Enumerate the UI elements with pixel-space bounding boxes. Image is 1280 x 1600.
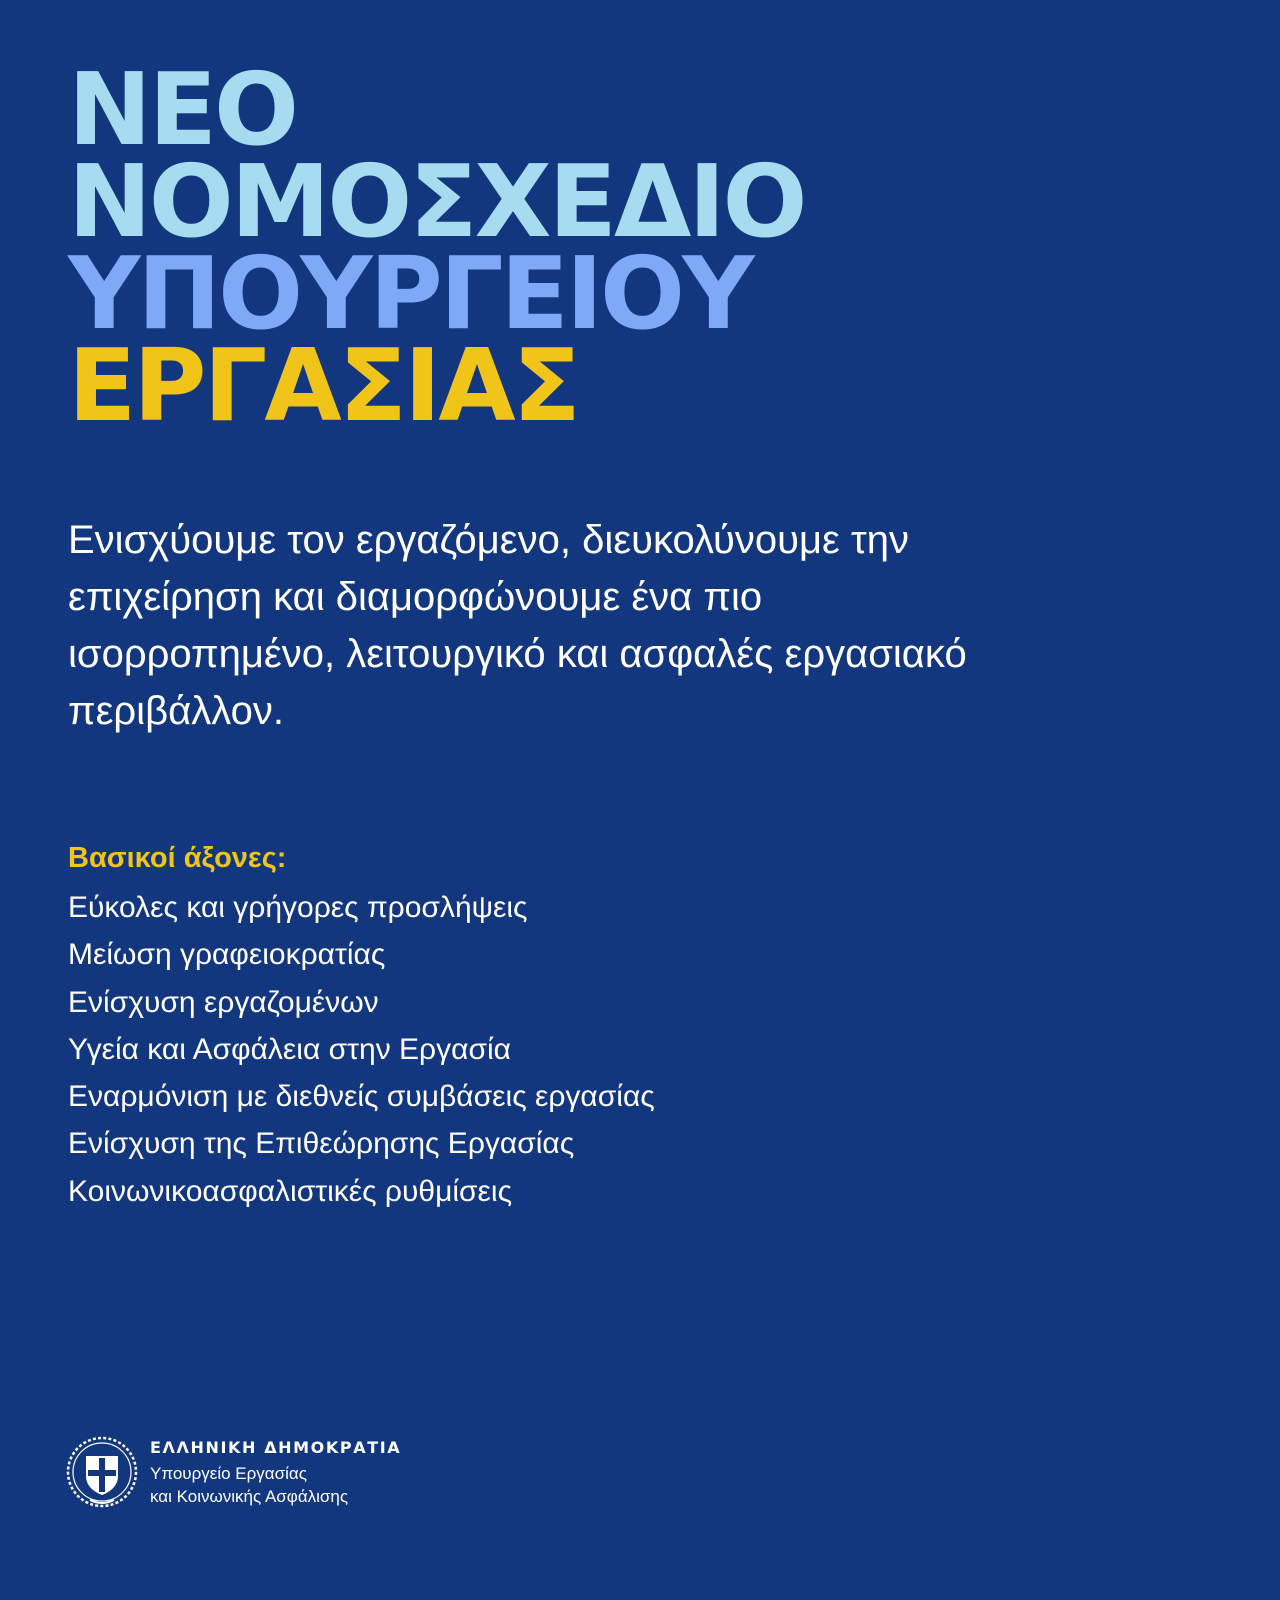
greek-coat-of-arms-icon	[64, 1434, 140, 1510]
list-item: Υγεία και Ασφάλεια στην Εργασία	[68, 1032, 511, 1066]
list-item: Εναρμόνιση με διεθνείς συμβάσεις εργασίας	[68, 1080, 655, 1114]
ministry-logo	[64, 1434, 401, 1510]
list-item: Ενίσχυση της Επιθεώρησης Εργασίας	[68, 1127, 575, 1161]
list-item: Μείωση γραφειοκρατίας	[68, 938, 386, 972]
title-line-4: ΕΡΓΑΣΙΑΣ	[68, 327, 578, 444]
title-line-1: ΝΕΟ	[68, 51, 297, 168]
ministry-name-block	[150, 1437, 401, 1508]
ministry-label-line-2: και Κοινωνικής Ασφάλισης	[150, 1486, 349, 1506]
page-title	[68, 51, 805, 444]
ministry-label-line-1: Υπουργείο Εργασίας	[150, 1463, 307, 1483]
title-line-2: ΝΟΜΟΣΧΕΔΙΟ	[68, 143, 805, 260]
list-item: Εύκολες και γρήγορες προσλήψεις	[68, 891, 528, 924]
key-axes-list	[68, 884, 968, 1215]
key-axes-heading: Βασικοί άξονες:	[68, 842, 287, 874]
title-line-3: ΥΠΟΥΡΓΕΙΟΥ	[68, 235, 752, 352]
republic-label: ΕΛΛΗΝΙΚΗ ΔΗΜΟΚΡΑΤΙΑ	[150, 1437, 402, 1457]
list-item: Ενίσχυση εργαζομένων	[68, 985, 379, 1019]
key-axes-section	[68, 838, 968, 1215]
list-item: Κοινωνικοασφαλιστικές ρυθμίσεις	[68, 1174, 513, 1208]
intro-paragraph: Ενισχύουμε τον εργαζόμενο, διευκολύνουμε την επιχείρηση και διαμορφώνουμε ένα πιο ισορροπημένο, λειτουργικό και ασφαλές εργασιακό περιβάλλον.	[68, 518, 967, 733]
